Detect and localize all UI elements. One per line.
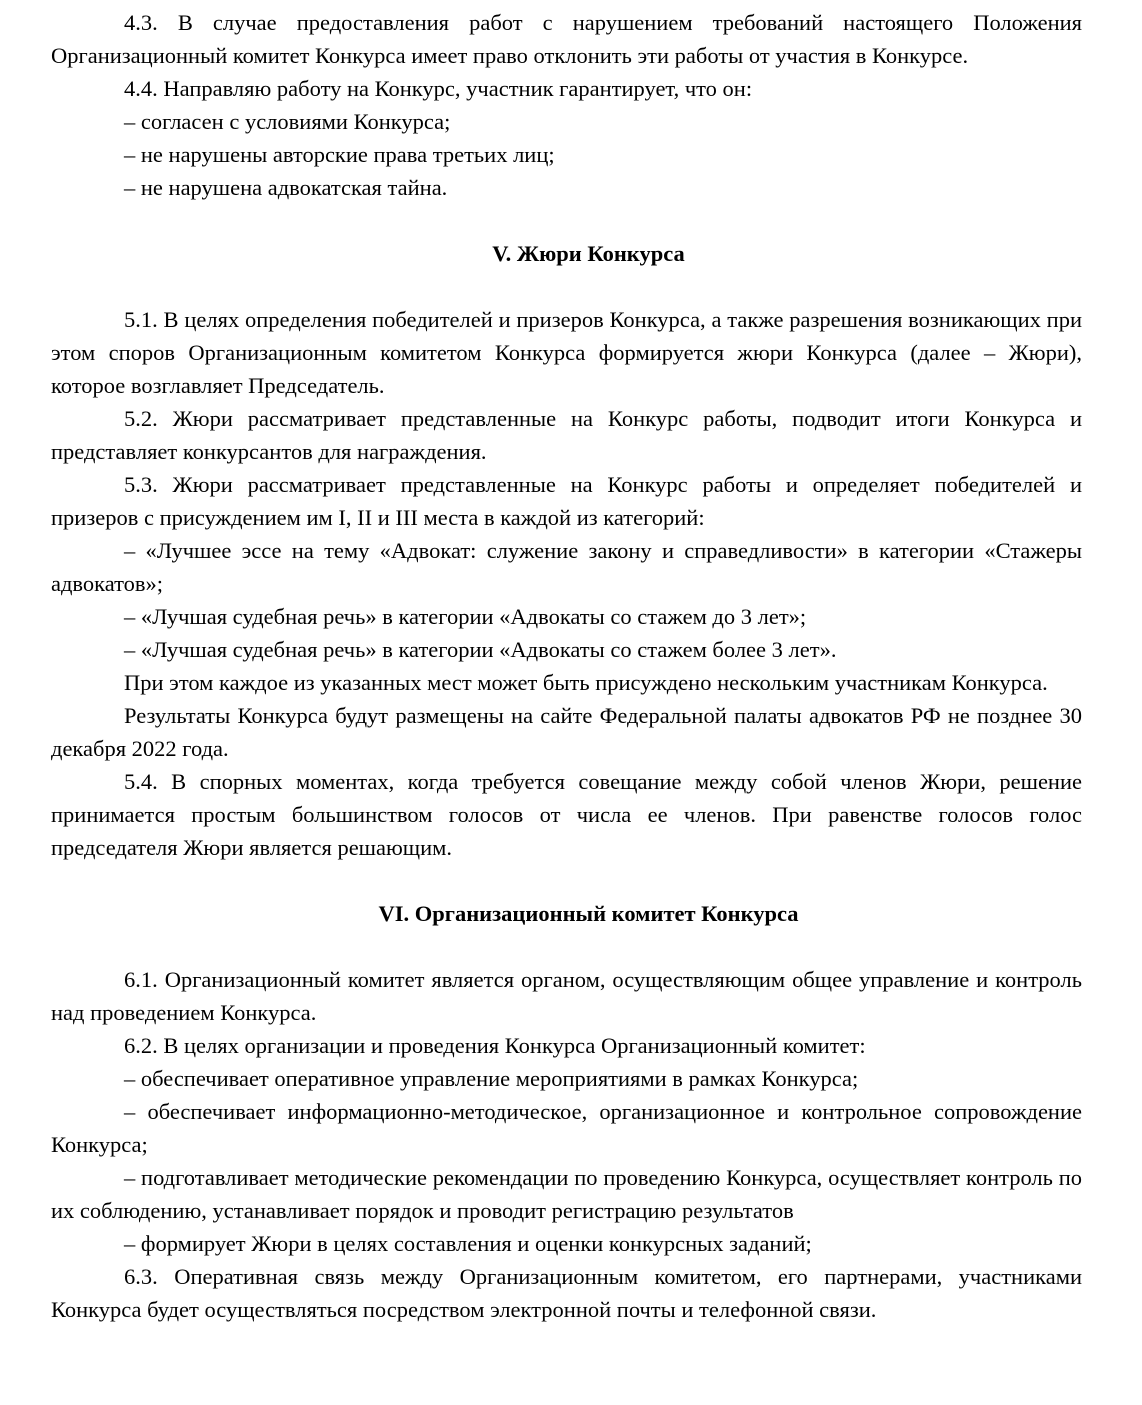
- paragraph-6-1: 6.1. Организационный комитет является органом, осуществляющим общее управление и контроль над проведением Конкурса.: [51, 967, 1082, 1025]
- list-item: – «Лучшее эссе на тему «Адвокат: служение закону и справедливости» в категории «Стажеры адвокатов»;: [51, 538, 1082, 596]
- section-6-content: [51, 963, 1082, 1326]
- paragraph-4-4: 4.4. Направляю работу на Конкурс, участник гарантирует, что он:: [124, 76, 753, 101]
- list-item: – согласен с условиями Конкурса;: [124, 109, 451, 134]
- paragraph-5-2: 5.2. Жюри рассматривает представленные на Конкурс работы, подводит итоги Конкурса и представляет конкурсантов для награждения.: [51, 406, 1082, 464]
- paragraph-5-3: 5.3. Жюри рассматривает представленные на Конкурс работы и определяет победителей и призеров с присуждением им I, II и III места в каждой из категорий:: [51, 472, 1082, 530]
- paragraph-6-3: 6.3. Оперативная связь между Организационным комитетом, его партнерами, участниками Конкурса будет осуществляться посредством электронной почты и телефонной связи.: [51, 1264, 1082, 1322]
- section-6-heading: VI. Организационный комитет Конкурса: [378, 901, 799, 926]
- list-item: – «Лучшая судебная речь» в категории «Адвокаты со стажем до 3 лет»;: [124, 604, 807, 629]
- section-5-heading: V. Жюри Конкурса: [492, 241, 685, 266]
- section-5-content: [51, 303, 1082, 864]
- list-item: – «Лучшая судебная речь» в категории «Адвокаты со стажем более 3 лет».: [124, 637, 837, 662]
- paragraph-4-3: 4.3. В случае предоставления работ с нарушением требований настоящего Положения Организационный комитет Конкурса имеет право отклонить эти работы от участия в Конкурсе.: [51, 10, 1082, 68]
- paragraph-5-4: 5.4. В спорных моментах, когда требуется совещание между собой членов Жюри, решение принимается простым большинством голосов от числа ее членов. При равенстве голосов голос председателя Жюри является решающим.: [51, 769, 1082, 860]
- list-item: – не нарушена адвокатская тайна.: [124, 175, 448, 200]
- list-item: – обеспечивает информационно-методическое, организационное и контрольное сопровождение Конкурса;: [51, 1099, 1082, 1157]
- list-item: – обеспечивает оперативное управление мероприятиями в рамках Конкурса;: [124, 1066, 859, 1091]
- paragraph-6-2: 6.2. В целях организации и проведения Конкурса Организационный комитет:: [124, 1033, 866, 1058]
- paragraph-5-3-results: Результаты Конкурса будут размещены на сайте Федеральной палаты адвокатов РФ не позднее 30 декабря 2022 года.: [51, 703, 1082, 761]
- list-item: – подготавливает методические рекомендации по проведению Конкурса, осуществляет контроль по их соблюдению, устанавливает порядок и проводит регистрацию результатов: [51, 1165, 1082, 1223]
- section-4-content: [51, 6, 1082, 204]
- list-item: – не нарушены авторские права третьих лиц;: [124, 142, 555, 167]
- paragraph-5-3-note: При этом каждое из указанных мест может быть присуждено нескольким участникам Конкурса.: [124, 670, 1048, 695]
- list-item: – формирует Жюри в целях составления и оценки конкурсных заданий;: [124, 1231, 812, 1256]
- paragraph-5-1: 5.1. В целях определения победителей и призеров Конкурса, а также разрешения возникающих при этом споров Организационным комитетом Конкурса формируется жюри Конкурса (далее – Жюри), которое возглавляет Председатель.: [51, 307, 1082, 398]
